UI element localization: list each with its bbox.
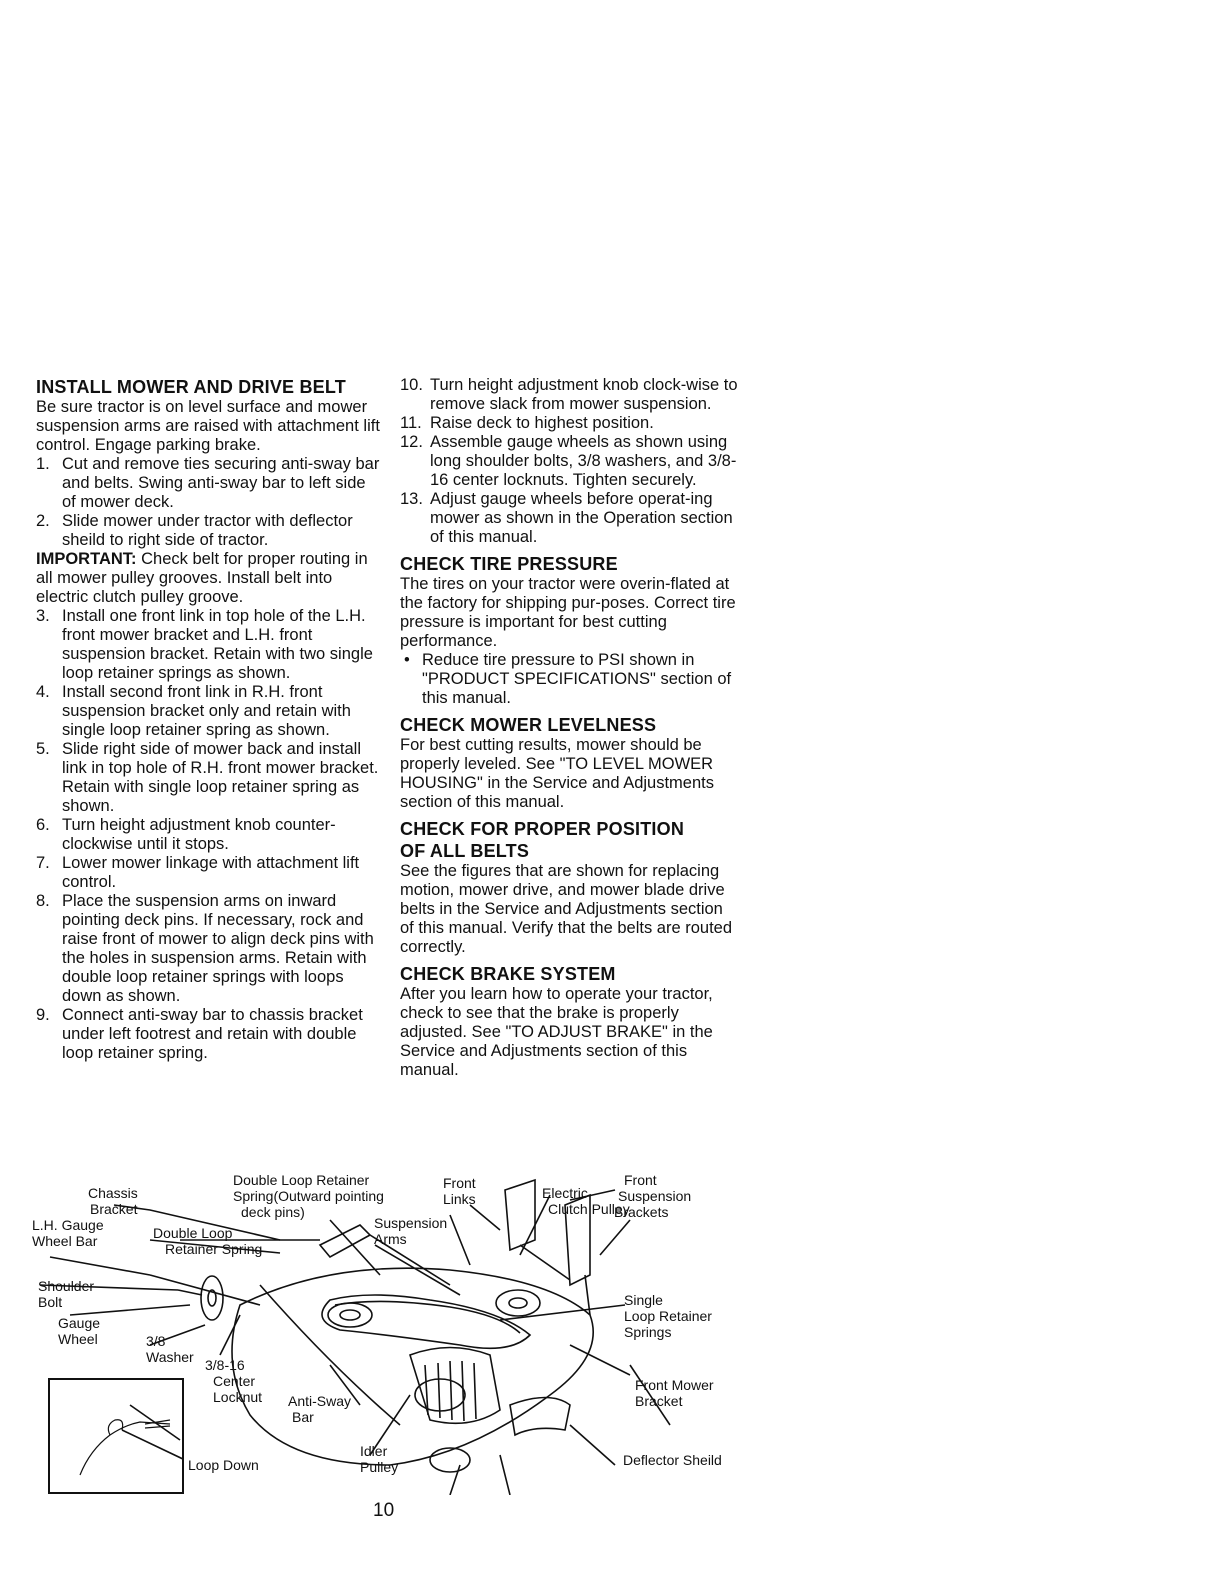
left-column: [36, 376, 382, 1063]
list-number: 2.: [36, 512, 50, 530]
list-number: 6.: [36, 816, 50, 834]
list-text: Raise deck to highest position.: [430, 414, 654, 432]
tire-pressure-heading: CHECK TIRE PRESSURE: [400, 554, 618, 574]
washer-label: 3/8 Washer: [146, 1333, 194, 1365]
belts-text: See the figures that are shown for replacing motion, mower drive, and mower blade drive belts in the Service and Adjustments section of this manual. Verify that the belts are routed correctly.: [400, 862, 733, 956]
list-text: Slide right side of mower back and install link in top hole of R.H. front mower bracket. Retain with single loop retainer spring as shown.: [62, 740, 379, 815]
belts-heading-line-1: CHECK FOR PROPER POSITION: [400, 819, 685, 839]
front-suspension-brackets-label: Front Suspension Brackets: [614, 1172, 692, 1220]
list-text: Turn height adjustment knob counter-clockwise until it stops.: [62, 816, 336, 853]
list-text: Assemble gauge wheels as shown using long shoulder bolts, 3/8 washers, and 3/8-16 center locknuts. Tighten securely.: [430, 433, 737, 489]
list-item: [400, 651, 740, 708]
center-locknut-label: 3/8-16 Center Locknut: [205, 1357, 263, 1405]
list-text: Install one front link in top hole of the L.H. front mower bracket and L.H. front suspension bracket. Retain with two single loop retainer springs as shown.: [62, 607, 373, 682]
list-item: [400, 376, 740, 414]
spring-detail-drawing: [50, 1380, 182, 1492]
list-item: [36, 892, 382, 1006]
list-item: [36, 854, 382, 892]
list-number: 1.: [36, 455, 50, 473]
levelness-heading: CHECK MOWER LEVELNESS: [400, 715, 657, 735]
loop-down-inset: [48, 1378, 184, 1494]
page-number: 10: [373, 1500, 395, 1521]
important-text: Check belt for proper routing in all mower pulley grooves. Install belt into electric clutch pulley groove.: [36, 550, 368, 606]
list-text: Place the suspension arms on inward pointing deck pins. If necessary, rock and raise front of mower to align deck pins with the holes in suspension arms. Retain with double loop retainer springs with loops down as shown.: [62, 892, 374, 1005]
list-item: [36, 607, 382, 683]
list-number: 12.: [400, 433, 423, 451]
anti-sway-bar-label: Anti-Sway Bar: [288, 1393, 352, 1425]
list-text: Cut and remove ties securing anti-sway bar and belts. Swing anti-sway bar to left side of mower deck.: [62, 455, 380, 511]
levelness-text: For best cutting results, mower should be properly leveled. See "TO LEVEL MOWER HOUSING" in the Service and Adjustments section of this manual.: [400, 736, 714, 811]
list-text: Reduce tire pressure to PSI shown in "PRODUCT SPECIFICATIONS" section of this manual.: [422, 651, 732, 707]
list-text: Slide mower under tractor with deflector sheild to right side of tractor.: [62, 512, 353, 549]
list-text: Turn height adjustment knob clock-wise to remove slack from mower suspension.: [430, 376, 738, 413]
loop-down-label: Loop Down: [188, 1457, 259, 1473]
list-item: [36, 740, 382, 816]
single-loop-retainer-springs-label: Single Loop Retainer Springs: [624, 1292, 712, 1340]
front-links-label: Front Links: [443, 1175, 476, 1207]
important-label: IMPORTANT:: [36, 550, 137, 568]
list-number: 10.: [400, 376, 423, 394]
list-number: 5.: [36, 740, 50, 758]
belts-heading-line-2: OF ALL BELTS: [400, 841, 530, 861]
important-note: [36, 550, 382, 607]
list-item: [36, 455, 382, 512]
brake-text: After you learn how to operate your tractor, check to see that the brake is properly adjusted. See "TO ADJUST BRAKE" in the Service and Adjustments section of this manual.: [400, 985, 713, 1079]
list-number: 7.: [36, 854, 50, 872]
list-text: Connect anti-sway bar to chassis bracket under left footrest and retain with double loop retainer spring.: [62, 1006, 363, 1062]
belts-heading: [400, 818, 740, 862]
gauge-wheel-label: Gauge Wheel: [58, 1315, 101, 1347]
list-number: 4.: [36, 683, 50, 701]
list-item: [36, 512, 382, 550]
list-number: 8.: [36, 892, 50, 910]
right-column: [400, 376, 740, 1080]
list-number: 11.: [400, 414, 422, 432]
list-item: [36, 816, 382, 854]
suspension-arms-label: Suspension Arms: [374, 1215, 448, 1247]
list-text: Adjust gauge wheels before operat-ing mower as shown in the Operation section of this manual.: [430, 490, 733, 546]
brake-heading: CHECK BRAKE SYSTEM: [400, 964, 616, 984]
electric-clutch-label: Electric Clutch Pulley: [542, 1185, 630, 1217]
list-item: [36, 1006, 382, 1063]
tire-pressure-text: The tires on your tractor were overin-flated at the factory for shipping pur-poses. Correct tire pressure is important for best cutting performance.: [400, 575, 736, 650]
list-number: 3.: [36, 607, 50, 625]
install-intro: Be sure tractor is on level surface and mower suspension arms are raised with attachment lift control. Engage parking brake.: [36, 398, 380, 454]
double-loop-retainer-spring-label: Double Loop Retainer Spring: [153, 1225, 263, 1257]
list-number: 13.: [400, 490, 423, 508]
front-mower-bracket-label: Front Mower Bracket: [635, 1377, 714, 1409]
double-loop-retainer-label: Double Loop Retainer Spring(Outward pointing deck pins): [233, 1172, 384, 1220]
bullet-mark: •: [404, 651, 410, 669]
list-number: 9.: [36, 1006, 50, 1024]
list-item: [36, 683, 382, 740]
list-item: [400, 490, 740, 547]
list-text: Lower mower linkage with attachment lift control.: [62, 854, 360, 891]
lh-gauge-wheel-bar-label: L.H. Gauge Wheel Bar: [32, 1217, 104, 1249]
list-text: Install second front link in R.H. front suspension bracket only and retain with single loop retainer spring as shown.: [62, 683, 351, 739]
chassis-bracket-label: Chassis Bracket: [88, 1185, 138, 1217]
deflector-sheild-label: Deflector Sheild: [623, 1452, 722, 1468]
idler-pulley-label: Idler Pulley: [360, 1443, 399, 1475]
list-item: [400, 433, 740, 490]
install-mower-heading: INSTALL MOWER AND DRIVE BELT: [36, 377, 346, 397]
shoulder-bolt-label: Shoulder Bolt: [38, 1278, 95, 1310]
list-item: [400, 414, 740, 433]
